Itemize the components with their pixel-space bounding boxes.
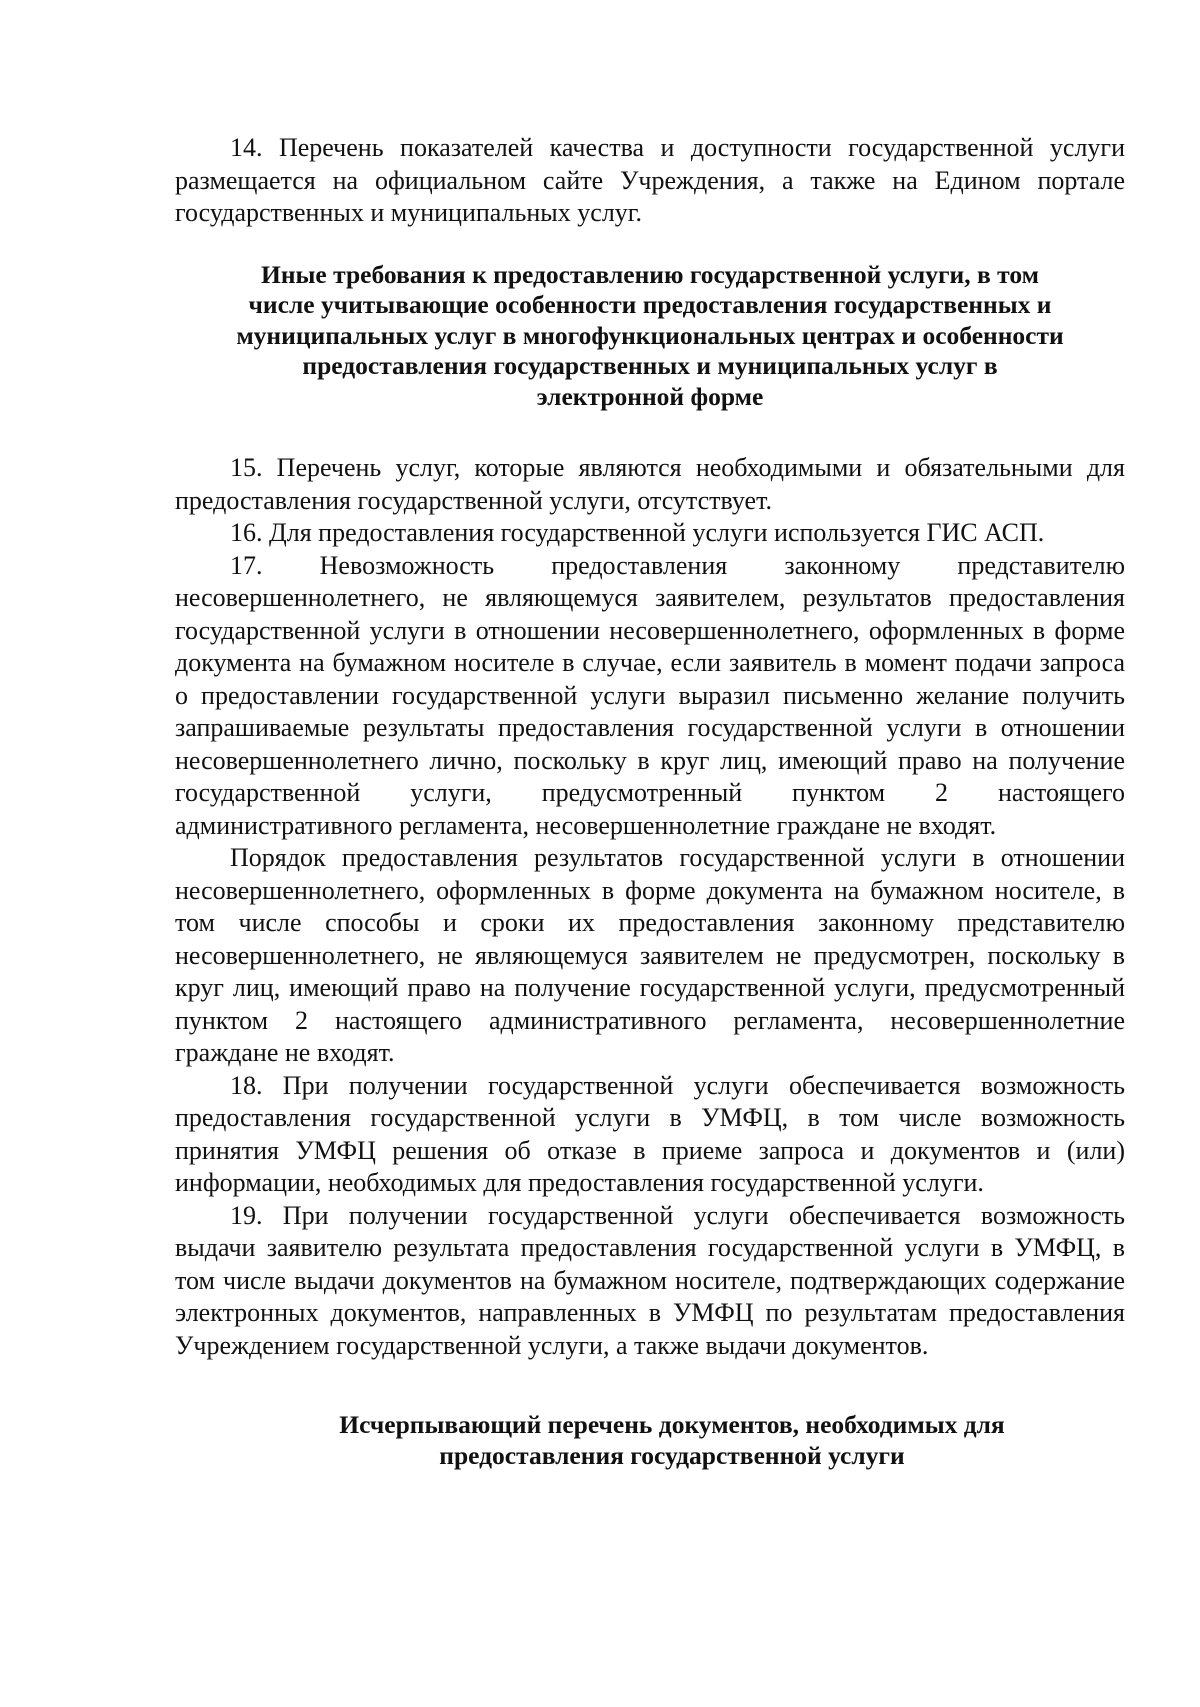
paragraph-18: 18. При получении государственной услуги обеспечивается возможность предоставления государственной услуги в УМФЦ, в том числе возможность принятия УМФЦ решения об отказе в приеме запроса и документов и (или) информации, необходимых для предоставления государственной услуги. [175,1070,1125,1197]
heading-line: числе учитывающие особенности предоставления государственных и [248,290,1052,319]
paragraph-16: 16. Для предоставления государственной услуги используется ГИС АСП. [230,518,1045,547]
document-body [175,132,1125,1471]
section-heading-other-requirements [175,260,1125,413]
section-heading-documents-list [175,1410,1125,1471]
heading-line: предоставления государственных и муниципальных услуг в [302,351,998,380]
heading-line: предоставления государственной услуги [439,1440,905,1470]
paragraph-17: 17. Невозможность предоставления законному представителю несовершеннолетнего, не являющемуся заявителем, результатов предоставления государственной услуги в отношении несовершеннолетнего, оформленных в форме документа на бумажном носителе в случае, если заявитель в момент подачи запроса о предоставлении государственной услуги выразил письменно желание получить запрашиваемые результаты предоставления государственной услуги в отношении несовершеннолетнего лично, поскольку в круг лиц, имеющий право на получение государственной услуги, предусмотренный пунктом 2 настоящего административного регламента, несовершеннолетние граждане не входят. [175,550,1125,840]
heading-line: Иные требования к предоставлению государственной услуги, в том [261,259,1039,289]
paragraph-14: 14. Перечень показателей качества и доступности государственной услуги размещается на официальном сайте Учреждения, а также на Едином портале государственных и муниципальных услуг. [175,133,1125,227]
paragraph-15: 15. Перечень услуг, которые являются необходимыми и обязательными для предоставления государственной услуги, отсутствует. [175,453,1125,515]
heading-line: Исчерпывающий перечень документов, необходимых для [339,1410,1005,1439]
heading-line: муниципальных услуг в многофункциональных центрах и особенности [236,320,1064,350]
heading-line: электронной форме [536,381,764,411]
paragraph-19: 19. При получении государственной услуги обеспечивается возможность выдачи заявителю результата предоставления государственной услуги в УМФЦ, в том числе выдачи документов на бумажном носителе, подтверждающих содержание электронных документов, направленных в УМФЦ по результатам предоставления Учреждением государственной услуги, а также выдачи документов. [175,1200,1125,1360]
paragraph-17-procedure: Порядок предоставления результатов государственной услуги в отношении несовершеннолетнего, оформленных в форме документа на бумажном носителе, в том числе способы и сроки их предоставления законному представителю несовершеннолетнего, не являющемуся заявителем не предусмотрен, поскольку в круг лиц, имеющий право на получение государственной услуги, предусмотренный пунктом 2 настоящего административного регламента, несовершеннолетние граждане не входят. [175,843,1125,1067]
